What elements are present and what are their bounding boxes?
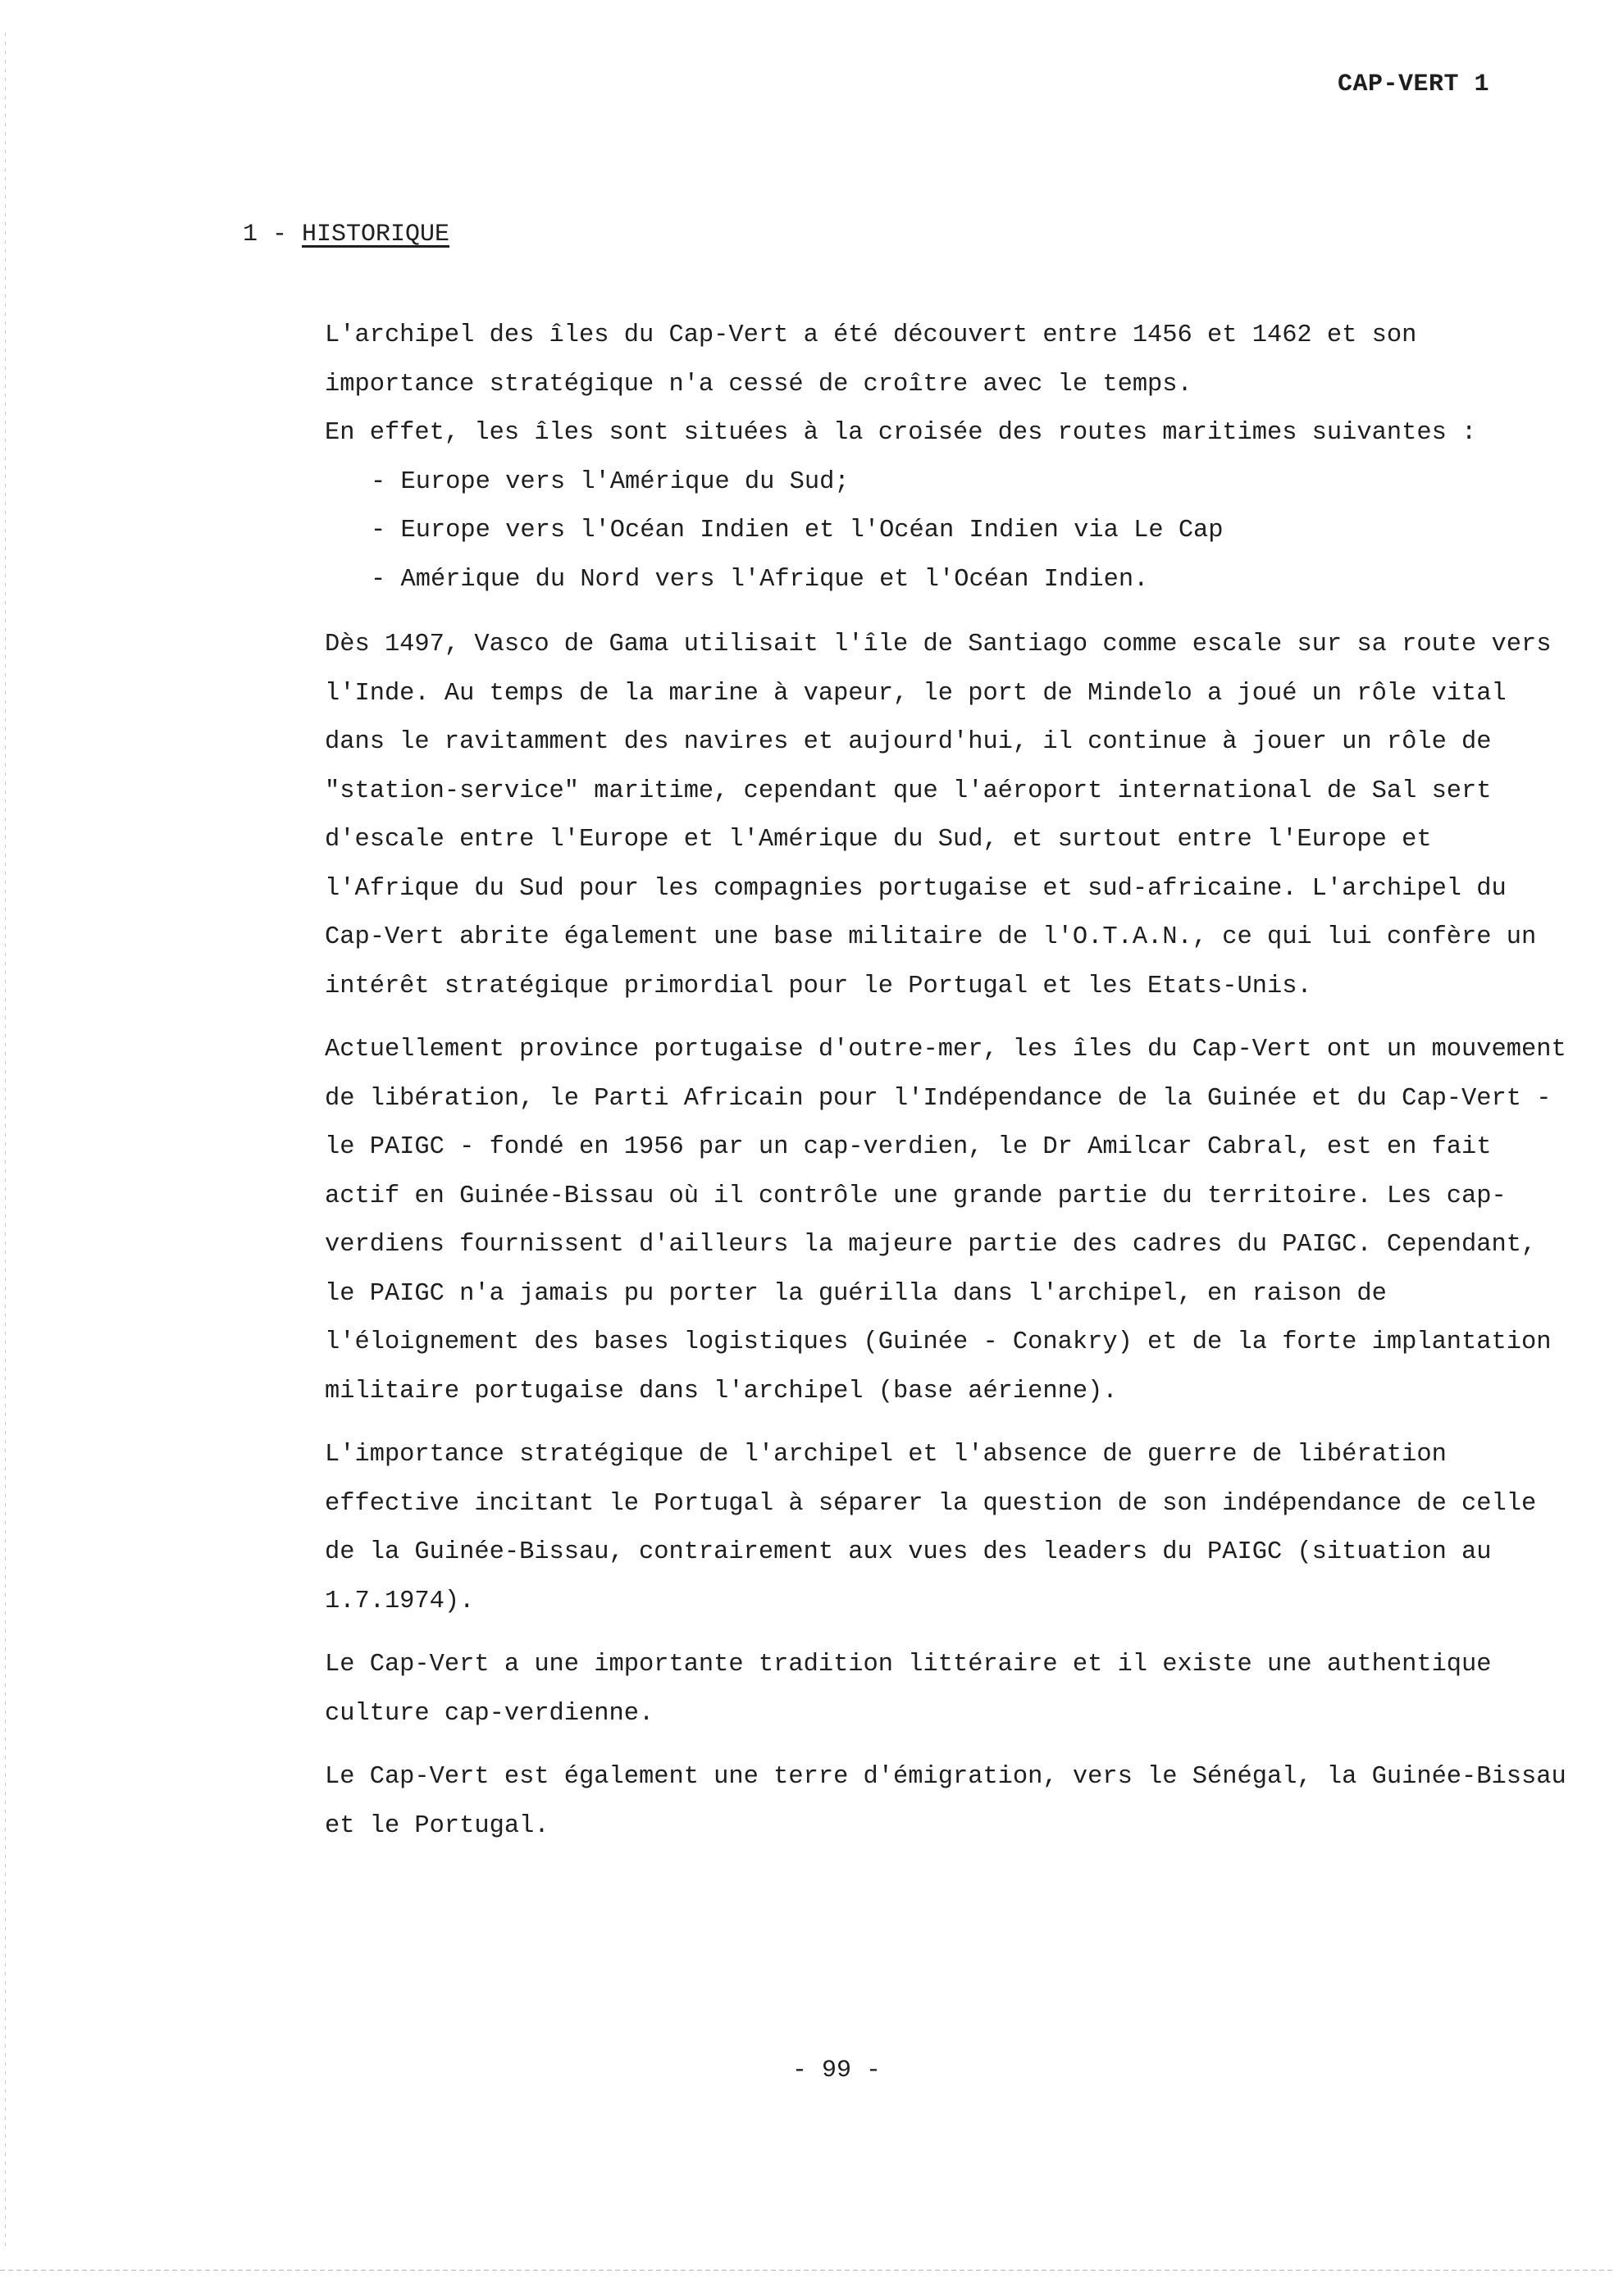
page-header: CAP-VERT 1 [1337,71,1489,98]
paragraph-culture: Le Cap-Vert a une importante tradition littéraire et il existe une authentique culture cap-verdienne. [325,1651,1492,1728]
scan-edge-bottom [0,2270,1614,2271]
body-text [325,312,1571,1851]
list-item: - Europe vers l'Océan Indien et l'Océan Indien via Le Cap [371,517,1224,544]
section-number: 1 - [243,221,288,248]
list-item: - Europe vers l'Amérique du Sud; [371,467,850,496]
paragraph-strategy: L'importance stratégique de l'archipel et l'absence de guerre de libération effective incitant le Portugal à séparer la question de son indépendance de celle de la Guinée-Bissau, contrairement aux vues des leaders du PAIGC (situation au 1.7.1974). [325,1441,1537,1615]
page-number: - 99 - [791,2057,882,2084]
routes-list [325,458,1571,605]
section-heading [243,218,449,251]
paragraph-history: Dès 1497, Vasco de Gama utilisait l'île de Santiago comme escale sur sa route vers l'Inde. Au temps de la marine à vapeur, le port de Mindelo a joué un rôle vital dans le ravitamment des navires et aujourd'hui, il continue à jouer un rôle de "station-service" maritime, cependant que l'aéroport international de Sal sert d'escale entre l'Europe et l'Amérique du Sud, et surtout entre l'Europe et l'Afrique du Sud pour les compagnies portugaise et sud-africaine. L'archipel du Cap-Vert abrite également une base militaire de l'O.T.A.N., ce qui lui confère un intérêt stratégique primordial pour le Portugal et les Etats-Unis. [325,631,1552,1000]
paragraph-liberation: Actuellement province portugaise d'outre-mer, les îles du Cap-Vert ont un mouvement de libération, le Parti Africain pour l'Indépendance de la Guinée et du Cap-Vert - le PAIGC - fondé en 1956 par un cap-verdien, le Dr Amilcar Cabral, est en fait actif en Guinée-Bissau où il contrôle une grande partie du territoire. Les cap-verdiens fournissent d'ailleurs la majeure partie des cadres du PAIGC. Cependant, le PAIGC n'a jamais pu porter la guérilla dans l'archipel, en raison de l'éloignement des bases logistiques (Guinée - Conakry) et de la forte implantation militaire portugaise dans l'archipel (base aérienne). [325,1036,1566,1405]
paragraph-routes: En effet, les îles sont situées à la croisée des routes maritimes suivantes : [325,419,1477,447]
section-title: HISTORIQUE [302,221,450,248]
scan-edge-left [5,33,6,2247]
paragraph-emigration: Le Cap-Vert est également une terre d'émigration, vers le Sénégal, la Guinée-Bissau et le Portugal. [325,1763,1566,1840]
paragraph-intro: L'archipel des îles du Cap-Vert a été découvert entre 1456 et 1462 et son importance stratégique n'a cessé de croître avec le temps. [325,321,1417,399]
list-item: - Amérique du Nord vers l'Afrique et l'Océan Indien. [371,565,1149,594]
